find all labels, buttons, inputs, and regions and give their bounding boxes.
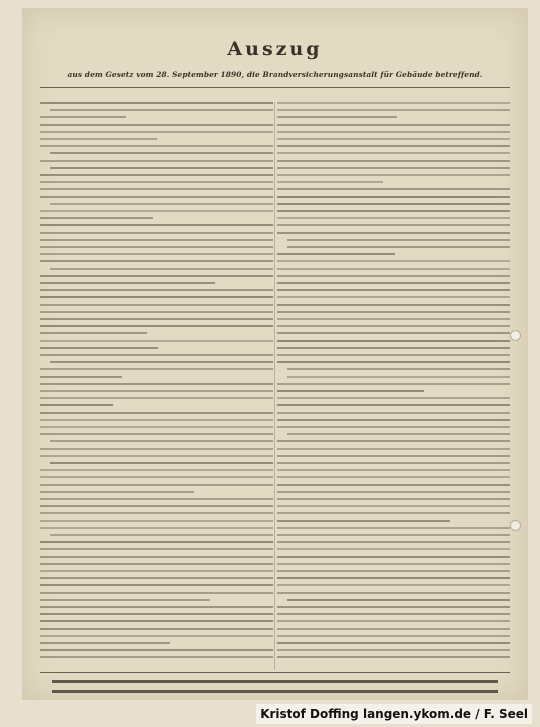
text-line xyxy=(40,433,273,435)
title-rule xyxy=(40,87,510,88)
text-line xyxy=(40,246,273,248)
text-line xyxy=(40,318,273,320)
text-line xyxy=(277,469,510,471)
text-line xyxy=(277,584,510,586)
text-line xyxy=(277,628,510,630)
text-line xyxy=(277,304,510,306)
text-line xyxy=(277,620,510,622)
text-line xyxy=(277,282,510,284)
text-line xyxy=(277,260,510,262)
text-line xyxy=(277,649,510,651)
left-column xyxy=(40,102,273,670)
text-line xyxy=(277,419,510,421)
document-sheet xyxy=(22,8,528,700)
text-line xyxy=(277,145,510,147)
text-line xyxy=(277,455,510,457)
text-line xyxy=(277,210,510,212)
text-line xyxy=(277,541,510,543)
text-line xyxy=(40,520,273,522)
text-line xyxy=(40,296,273,298)
text-line xyxy=(40,642,170,644)
text-line xyxy=(40,347,158,349)
text-line xyxy=(40,426,273,428)
text-line xyxy=(277,556,510,558)
column-divider xyxy=(274,102,275,670)
text-line xyxy=(40,592,273,594)
text-line xyxy=(40,649,273,651)
text-line xyxy=(40,210,273,212)
text-line xyxy=(277,476,510,478)
text-line xyxy=(277,131,510,133)
text-line xyxy=(40,188,273,190)
text-line xyxy=(277,577,510,579)
text-line xyxy=(40,239,273,241)
text-line xyxy=(277,404,510,406)
footer-text-line-2 xyxy=(52,690,498,693)
text-line xyxy=(277,311,510,313)
text-line xyxy=(277,412,510,414)
text-line xyxy=(277,160,510,162)
text-line xyxy=(40,253,273,255)
text-line xyxy=(40,620,273,622)
text-line xyxy=(40,548,273,550)
text-line xyxy=(40,635,273,637)
text-line xyxy=(277,426,510,428)
text-line xyxy=(277,203,510,205)
text-line xyxy=(40,577,273,579)
text-line xyxy=(277,606,510,608)
text-line xyxy=(40,325,273,327)
text-line xyxy=(40,512,273,514)
text-line xyxy=(277,512,510,514)
text-line xyxy=(277,296,510,298)
text-line xyxy=(277,635,510,637)
text-line xyxy=(287,368,510,370)
text-line xyxy=(40,606,273,608)
text-line xyxy=(40,289,273,291)
text-line xyxy=(40,599,210,601)
text-line xyxy=(40,469,273,471)
text-line xyxy=(50,167,273,169)
text-line xyxy=(277,383,510,385)
text-line xyxy=(40,368,273,370)
punch-hole-lower xyxy=(510,520,521,531)
text-line xyxy=(40,174,273,176)
text-line xyxy=(40,376,122,378)
text-line xyxy=(277,448,510,450)
text-line xyxy=(40,404,113,406)
text-line xyxy=(40,448,273,450)
text-line xyxy=(40,282,215,284)
text-line xyxy=(277,196,510,198)
text-line xyxy=(40,556,273,558)
text-line xyxy=(40,656,273,658)
text-line xyxy=(50,268,273,270)
text-line xyxy=(40,613,273,615)
text-line xyxy=(277,527,510,529)
text-line xyxy=(40,275,273,277)
text-line xyxy=(277,548,510,550)
text-line xyxy=(40,498,273,500)
text-line xyxy=(287,376,510,378)
text-line xyxy=(40,131,273,133)
text-line xyxy=(277,570,510,572)
text-line xyxy=(40,570,273,572)
text-line xyxy=(277,318,510,320)
text-line xyxy=(277,181,383,183)
text-line xyxy=(277,592,510,594)
text-line xyxy=(277,397,510,399)
text-line xyxy=(277,656,510,658)
text-line xyxy=(40,145,273,147)
text-line xyxy=(277,102,510,104)
text-line xyxy=(50,109,273,111)
text-line xyxy=(277,520,450,522)
text-line xyxy=(277,116,397,118)
text-line xyxy=(277,109,510,111)
text-line xyxy=(277,325,510,327)
text-line xyxy=(40,505,273,507)
document-subtitle: aus dem Gesetz vom 28. September 1890, die Brandversicherungsanstalt für Gebäude betreffend. xyxy=(67,70,483,79)
text-line xyxy=(277,289,510,291)
text-line xyxy=(277,498,510,500)
text-line xyxy=(277,232,510,234)
text-line xyxy=(277,124,510,126)
text-line xyxy=(40,311,273,313)
right-column xyxy=(277,102,510,670)
text-line xyxy=(40,340,273,342)
footer-rule xyxy=(40,672,510,673)
text-line xyxy=(277,390,424,392)
text-line xyxy=(50,361,273,363)
text-line xyxy=(277,642,510,644)
text-line xyxy=(40,397,273,399)
text-line xyxy=(287,239,510,241)
text-line xyxy=(40,354,273,356)
text-line xyxy=(277,347,510,349)
text-line xyxy=(277,563,510,565)
text-line xyxy=(40,224,273,226)
text-line xyxy=(277,613,510,615)
text-line xyxy=(50,440,273,442)
text-line xyxy=(40,160,273,162)
text-line xyxy=(40,541,273,543)
text-line xyxy=(40,419,273,421)
text-line xyxy=(40,584,273,586)
text-line xyxy=(277,138,510,140)
text-line xyxy=(40,217,153,219)
text-line xyxy=(277,167,510,169)
text-line xyxy=(277,484,510,486)
text-line xyxy=(277,332,510,334)
text-line xyxy=(277,505,510,507)
text-line xyxy=(40,476,273,478)
text-line xyxy=(277,253,395,255)
text-line xyxy=(277,224,510,226)
text-line xyxy=(50,203,273,205)
text-line xyxy=(277,174,510,176)
text-line xyxy=(287,246,510,248)
text-line xyxy=(40,484,273,486)
footer-text-line-1 xyxy=(52,680,498,683)
text-line xyxy=(287,599,510,601)
credit-watermark: Kristof Doffing langen.ykom.de / F. Seel xyxy=(256,704,532,724)
text-line xyxy=(40,196,273,198)
punch-hole-upper xyxy=(510,330,521,341)
text-line xyxy=(40,102,273,104)
text-line xyxy=(50,462,273,464)
text-line xyxy=(40,628,273,630)
text-line xyxy=(40,412,273,414)
text-line xyxy=(40,383,273,385)
text-line xyxy=(50,534,273,536)
text-line xyxy=(40,563,273,565)
text-line xyxy=(277,361,510,363)
text-line xyxy=(287,433,510,435)
text-line xyxy=(277,340,510,342)
text-line xyxy=(277,275,510,277)
text-line xyxy=(277,188,510,190)
text-line xyxy=(40,455,273,457)
text-line xyxy=(40,124,273,126)
text-line xyxy=(40,390,273,392)
text-line xyxy=(277,217,510,219)
text-line xyxy=(40,116,126,118)
text-line xyxy=(40,138,157,140)
text-line xyxy=(40,527,273,529)
text-line xyxy=(40,232,273,234)
text-line xyxy=(40,181,273,183)
text-line xyxy=(40,491,194,493)
text-line xyxy=(277,152,510,154)
text-line xyxy=(277,462,510,464)
text-line xyxy=(40,304,273,306)
text-line xyxy=(50,152,273,154)
text-line xyxy=(40,260,273,262)
text-line xyxy=(277,440,510,442)
text-line xyxy=(277,534,510,536)
text-line xyxy=(277,268,510,270)
document-title: Auszug xyxy=(227,38,323,60)
text-line xyxy=(277,491,510,493)
text-line xyxy=(277,354,510,356)
text-line xyxy=(40,332,147,334)
